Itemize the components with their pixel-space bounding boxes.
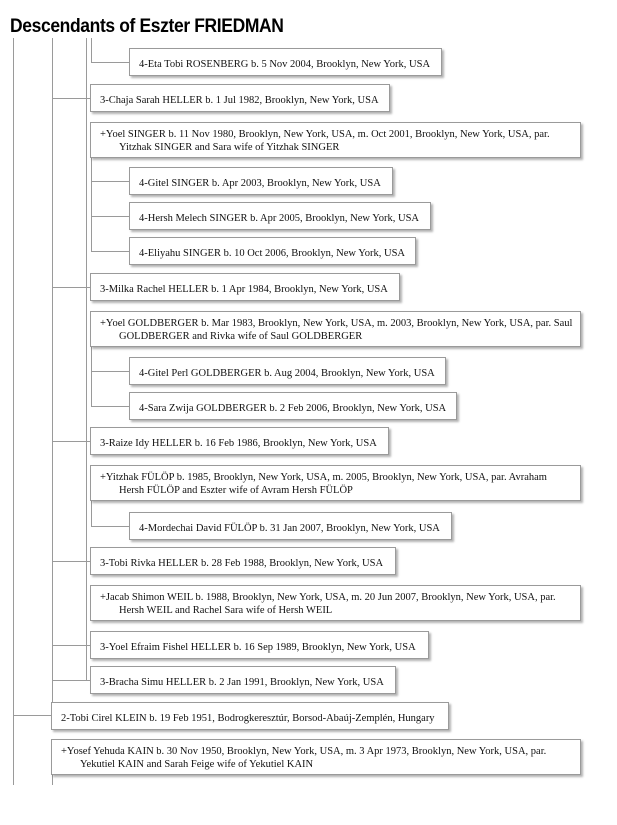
tree-h-9 [91,406,129,407]
tree-h-17 [13,715,51,716]
spouse-text-line2: Hersh FÜLÖP and Eszter wife of Avram Hersh FÜLÖP [119,485,353,496]
person-text: 4-Eta Tobi ROSENBERG b. 5 Nov 2004, Brooklyn, New York, USA [139,59,431,70]
person-box[interactable] [90,547,396,575]
spouse-box[interactable] [51,739,581,775]
person-box[interactable] [129,202,431,230]
tree-h-16 [52,680,90,681]
spouse-box[interactable] [90,122,581,158]
person-box[interactable] [90,84,390,112]
spouse-box[interactable] [90,311,581,347]
spouse-text-line1: +Yoel SINGER b. 11 Nov 1980, Brooklyn, New York, USA, m. Oct 2001, Brooklyn, New York, USA, par. [100,129,550,140]
person-text: 3-Tobi Rivka HELLER b. 28 Feb 1988, Brooklyn, New York, USA [100,558,384,569]
person-text: 3-Raize Idy HELLER b. 16 Feb 1986, Brooklyn, New York, USA [100,438,377,449]
tree-h-5 [91,251,129,252]
page-title: Descendants of Eszter FRIEDMAN [10,16,284,37]
person-text: 4-Mordechai David FÜLÖP b. 31 Jan 2007, Brooklyn, New York, USA [139,523,440,534]
person-text: 3-Milka Rachel HELLER b. 1 Apr 1984, Brooklyn, New York, USA [100,284,388,295]
person-text: 3-Yoel Efraim Fishel HELLER b. 16 Sep 1989, Brooklyn, New York, USA [100,642,416,653]
person-text: 4-Hersh Melech SINGER b. Apr 2005, Brooklyn, New York, USA [139,213,419,224]
tree-line-level2 [52,38,53,706]
person-text: 4-Sara Zwija GOLDBERGER b. 2 Feb 2006, Brooklyn, New York, USA [139,403,447,414]
spouse-box[interactable] [90,465,581,501]
tree-h-1 [52,98,90,99]
person-box[interactable] [129,48,442,76]
tree-line-level1 [13,38,14,785]
person-box[interactable] [90,273,400,301]
person-text: 4-Gitel Perl GOLDBERGER b. Aug 2004, Brooklyn, New York, USA [139,368,435,379]
person-text: 4-Eliyahu SINGER b. 10 Oct 2006, Brooklyn, New York, USA [139,248,405,259]
person-text: 4-Gitel SINGER b. Apr 2003, Brooklyn, New York, USA [139,178,381,189]
tree-line-gen4-fulop [91,498,92,526]
person-box[interactable] [129,392,457,420]
person-text: 3-Bracha Simu HELLER b. 2 Jan 1991, Brooklyn, New York, USA [100,677,384,688]
tree-line-gen4-rosenberg [91,38,92,62]
person-box[interactable] [129,237,416,265]
person-box[interactable] [129,512,452,540]
spouse-text-line1: +Yosef Yehuda KAIN b. 30 Nov 1950, Brooklyn, New York, USA, m. 3 Apr 1973, Brooklyn, New York, USA, par. [61,746,547,757]
tree-h-13 [52,561,90,562]
spouse-box[interactable] [90,585,581,621]
tree-h-8 [91,371,129,372]
person-box[interactable] [129,357,446,385]
tree-line-level3 [86,38,87,680]
person-text: 2-Tobi Cirel KLEIN b. 19 Feb 1951, Bodrogkeresztúr, Borsod-Abaúj-Zemplén, Hungary [61,713,435,724]
tree-h-15 [52,645,90,646]
tree-h-4 [91,216,129,217]
spouse-text-line1: +Jacab Shimon WEIL b. 1988, Brooklyn, New York, USA, m. 20 Jun 2007, Brooklyn, New York, USA, par. [100,592,556,603]
tree-h-6 [52,287,90,288]
tree-h-0 [91,62,129,63]
person-box[interactable] [90,631,429,659]
tree-h-3 [91,181,129,182]
tree-h-12 [91,526,129,527]
tree-line-gen4-singer [91,155,92,251]
spouse-text-line2: Hersh WEIL and Rachel Sara wife of Hersh WEIL [119,605,333,616]
spouse-text-line2: Yekutiel KAIN and Sarah Feige wife of Yekutiel KAIN [80,759,314,770]
tree-line-gen4-goldberger [91,345,92,407]
person-box[interactable] [51,702,449,730]
spouse-text-line2: GOLDBERGER and Rivka wife of Saul GOLDBERGER [119,331,363,342]
person-text: 3-Chaja Sarah HELLER b. 1 Jul 1982, Brooklyn, New York, USA [100,95,379,106]
person-box[interactable] [90,427,389,455]
spouse-text-line2: Yitzhak SINGER and Sara wife of Yitzhak SINGER [119,142,340,153]
tree-h-10 [52,441,90,442]
spouse-text-line1: +Yitzhak FÜLÖP b. 1985, Brooklyn, New York, USA, m. 2005, Brooklyn, New York, USA, par. Avraham [100,472,547,483]
person-box[interactable] [129,167,393,195]
spouse-text-line1: +Yoel GOLDBERGER b. Mar 1983, Brooklyn, New York, USA, m. 2003, Brooklyn, New York, USA, par. Saul [100,318,573,329]
person-box[interactable] [90,666,396,694]
